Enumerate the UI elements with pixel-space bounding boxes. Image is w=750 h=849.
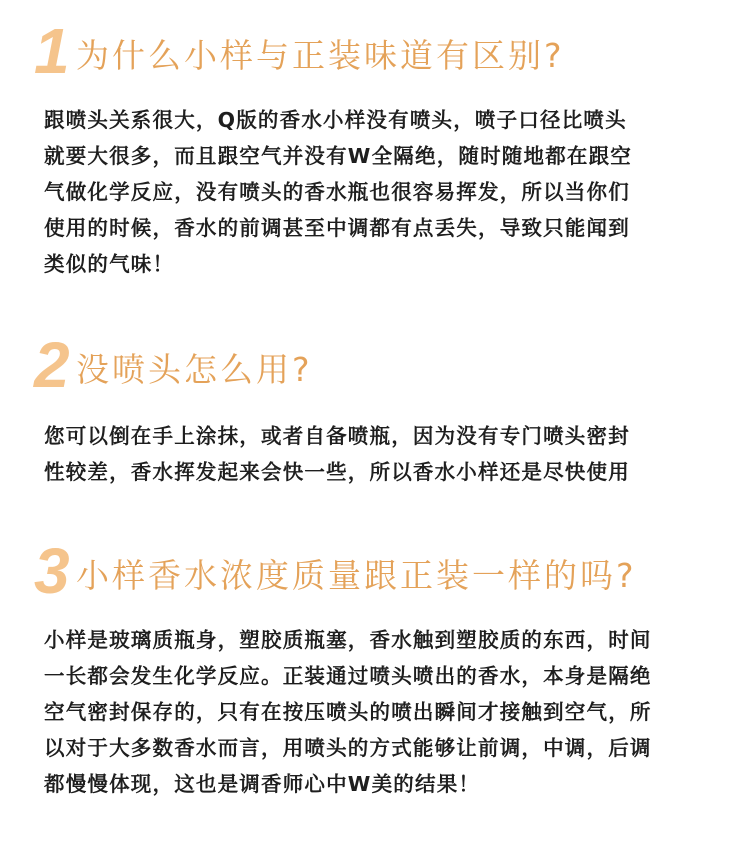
body-line: 您可以倒在手上涂抹，或者自备喷瓶，因为没有专门喷头密封: [44, 424, 630, 448]
body-line: 都慢慢体现，这也是调香师心中W美的结果！: [44, 772, 481, 796]
body-line: 小样是玻璃质瓶身，塑胶质瓶塞，香水触到塑胶质的东西，时间: [44, 628, 652, 652]
section-2-heading: [0, 329, 750, 406]
section-3-heading: [0, 535, 750, 612]
section-title: 为什么小样与正装味道有区别?: [76, 36, 565, 75]
section-title: 小样香水浓度质量跟正装一样的吗?: [76, 556, 637, 595]
section-1-body: [44, 102, 724, 282]
body-line: 气做化学反应，没有喷头的香水瓶也很容易挥发，所以当你们: [44, 180, 630, 204]
body-line: 性较差，香水挥发起来会快一些，所以香水小样还是尽快使用: [44, 460, 630, 484]
section-title: 没喷头怎么用?: [76, 350, 313, 389]
body-line: 一长都会发生化学反应。正装通过喷头喷出的香水，本身是隔绝: [44, 664, 652, 688]
section-1-heading: [0, 15, 750, 92]
body-line: 类似的气味！: [44, 252, 175, 276]
body-line: 就要大很多，而且跟空气并没有W全隔绝，随时随地都在跟空: [44, 144, 633, 168]
body-line: 以对于大多数香水而言，用喷头的方式能够让前调，中调，后调: [44, 736, 652, 760]
section-2-body: [44, 418, 724, 490]
body-line: 使用的时候，香水的前调甚至中调都有点丢失，导致只能闻到: [44, 216, 630, 240]
section-3: [0, 535, 750, 796]
section-number: 3: [34, 535, 68, 607]
section-2: [0, 329, 750, 484]
body-line: 跟喷头关系很大，Q版的香水小样没有喷头，喷子口径比喷头: [44, 108, 627, 132]
body-line: 空气密封保存的，只有在按压喷头的喷出瞬间才接触到空气，所: [44, 700, 652, 724]
section-1: [0, 15, 750, 276]
section-3-body: [44, 622, 724, 802]
section-number: 2: [34, 329, 68, 401]
section-number: 1: [34, 15, 68, 87]
